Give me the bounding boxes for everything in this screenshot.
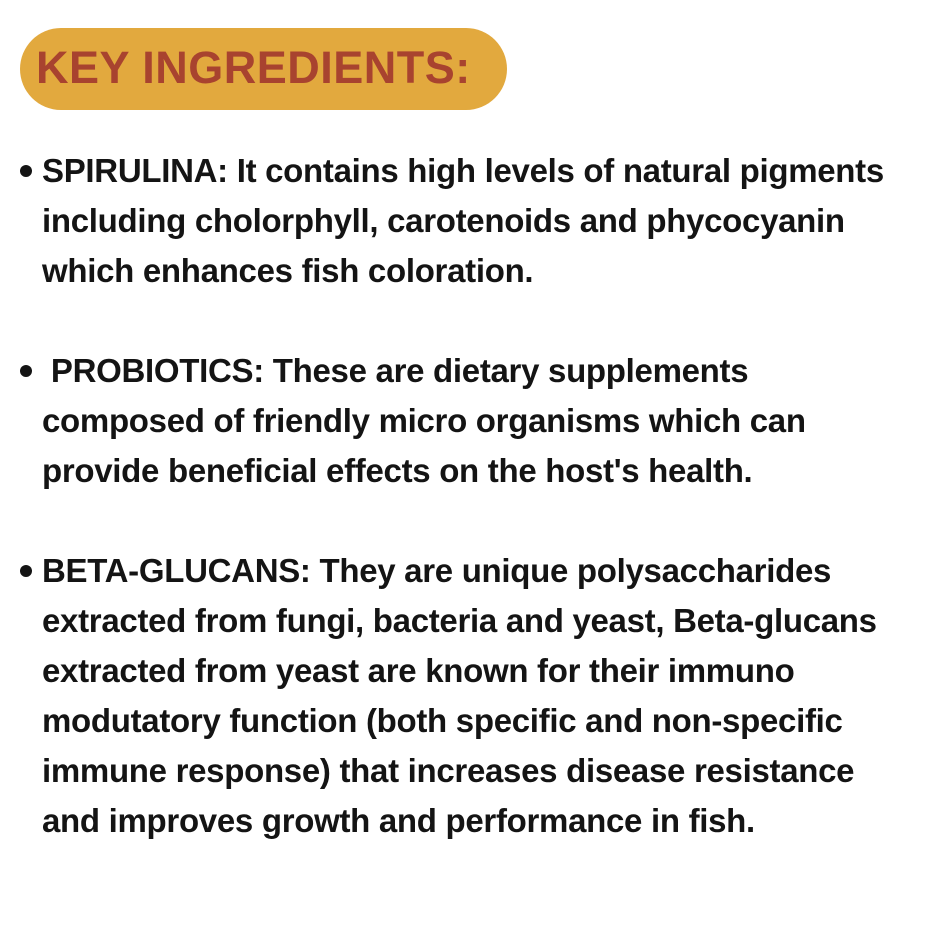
list-item-probiotics bbox=[20, 346, 918, 496]
spirulina-text: SPIRULINA: It contains high levels of natural pigments including cholorphyll, carotenoids and phycocyanin which enhances fish coloration. bbox=[42, 152, 893, 289]
list-item-spirulina bbox=[20, 146, 918, 296]
probiotics-text: PROBIOTICS: These are dietary supplements composed of friendly micro organisms which can provide beneficial effects on the host's health. bbox=[42, 352, 815, 489]
page-title: KEY INGREDIENTS: bbox=[36, 42, 471, 93]
bullet-dot-icon bbox=[20, 165, 32, 177]
key-ingredients-badge bbox=[20, 28, 507, 110]
ingredients-list bbox=[20, 146, 918, 846]
bullet-dot-icon bbox=[20, 365, 32, 377]
bullet-dot-icon bbox=[20, 565, 32, 577]
list-item-beta-glucans bbox=[20, 546, 918, 846]
beta-glucans-text: BETA-GLUCANS: They are unique polysaccharides extracted from fungi, bacteria and yeast, Beta-glucans extracted from yeast are known for their immuno modutatory function (both specific and non-specific immune response) that increases disease resistance and improves growth and performance in fish. bbox=[42, 552, 886, 839]
